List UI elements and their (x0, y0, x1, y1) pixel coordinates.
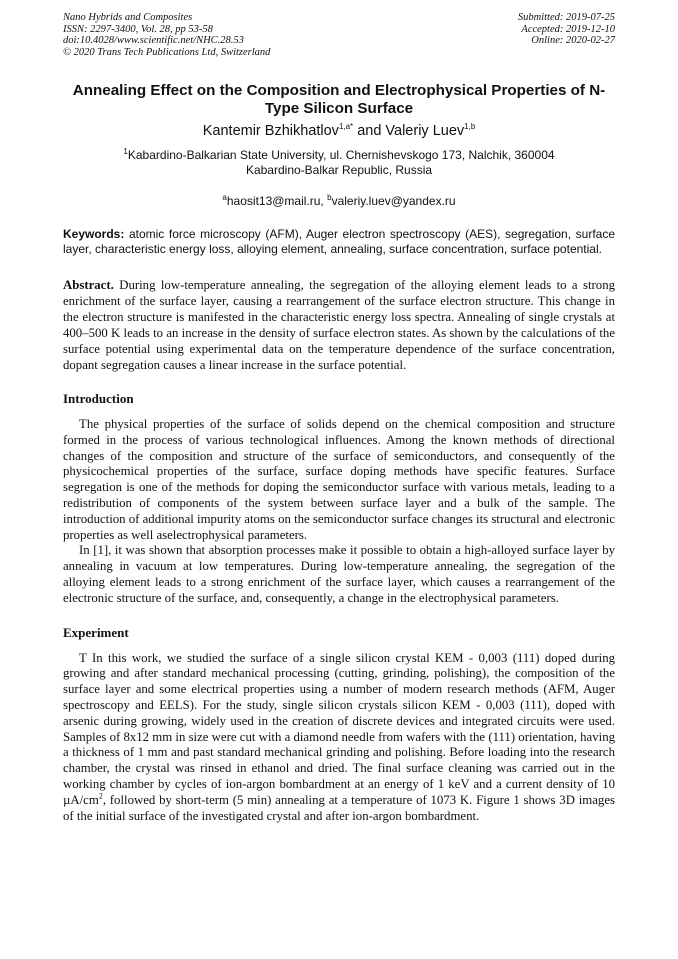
journal-name: Nano Hybrids and Composites (63, 12, 193, 23)
authors-line (63, 122, 615, 140)
copyright: © 2020 Trans Tech Publications Ltd, Switzerland (63, 46, 271, 58)
accepted-date: Accepted: 2019-12-10 (521, 23, 615, 35)
email-a-sup: a (222, 193, 227, 202)
experiment-sup: 2 (98, 791, 103, 801)
dates-info (518, 12, 615, 47)
introduction-heading: Introduction (63, 391, 134, 406)
email-b-sup: b (327, 193, 332, 202)
experiment-text-b: , followed by short-term (5 min) annealing at a temperature of 1073 K. Figure 1 shows 3D images of the initial surface of the investigated crystal and after ion-argon bombardment. (63, 792, 615, 823)
author-2-affil: 1,b (464, 122, 476, 132)
abstract-label: Abstract. (63, 278, 114, 292)
online-date: Online: 2020-02-27 (531, 35, 615, 46)
abstract-text: During low-temperature annealing, the segregation of the alloying element leads to a strong enrichment of the surface layer, causing a rearrangement of the surface electron structure. This change in the electron structure is manifested in the characteristic energy loss spectra. Annealing of single crystals at 400–500 K leads to an increase in the density of surface electron states. As shown by the calculations of the surface potential using experimental data on the temperature dependence of the surface concentration, dopant segregation causes a linear increase in the surface potential. (63, 278, 615, 372)
experiment-heading: Experiment (63, 624, 129, 640)
paper-title: Annealing Effect on the Composition and Electrophysical Properties of N-Type Silicon Surface (72, 82, 606, 117)
publication-info (63, 12, 270, 58)
journal-header (63, 12, 615, 64)
emails (63, 194, 615, 209)
experiment-text-a: T In this work, we studied the surface of a single silicon crystal KEM - 0,003 (111) doped during growing and after standard mechanical processing (cutting, grinding, polishing), the composition of the surface layer and some electrical properties using a number of modern research methods (AFM, Auger spectroscopy and EELS). For the study, single silicon crystals silicon KEM - 0,003 (111), doped with arsenic during growing, widely used in the creation of discrete devices and integrated circuits were used. Samples of 8x12 mm in size were cut with a diamond needle from wafers with the (111) orientation, having a thickness of 1 mm and past standard mechanical grinding and polishing. Before loading into the research chamber, the crystal was rinsed in ethanol and dried. The final surface cleaning was carried out in the working chamber by cycles of ion-argon bombardment at an energy of 1 keV and a current density of 10 µA/cm (63, 650, 615, 807)
submitted-date: Submitted: 2019-07-25 (517, 12, 615, 23)
email-a: haosit13@mail.ru, (226, 194, 328, 208)
paper-page (63, 12, 615, 824)
experiment-paragraph-1 (63, 651, 615, 825)
affiliation-line-2: Kabardino-Balkar Republic, Russia (245, 163, 433, 177)
affiliation (63, 148, 615, 178)
keywords-label: Keywords: (63, 227, 125, 241)
doi: doi:10.4028/www.scientific.net/NHC.28.53 (63, 35, 244, 46)
keywords (63, 227, 615, 257)
author-1-affil: 1,a* (338, 122, 354, 132)
abstract (63, 277, 615, 373)
author-1: Kantemir Bzhikhatlov (202, 123, 339, 139)
introduction-paragraph-1: The physical properties of the surface of solids depend on the chemical composition and structure formed in the process of various technological influences. Among the known methods of directional changes of the composition and structure of the surface of semiconductors, and consequently of the physicochemical properties of the surface, surface doping methods have specific features. Surface segregation is one of the methods for doping the semiconductor surface with various metals, leading to a redistribution of components of the system between surface layer and a bulk of the sample. The introduction of additional impurity atoms on the semiconductor surface changes its structural and electronic properties as well aselectrophysical parameters. (63, 417, 615, 542)
keywords-text: atomic force microscopy (AFM), Auger electron spectroscopy (AES), segregation, surface layer, characteristic energy loss, alloying element, annealing, surface concentration, surface potential. (63, 227, 615, 256)
affiliation-line-1: Kabardino-Balkarian State University, ul. Chernishevskogo 173, Nalchik, 360004 (127, 148, 555, 162)
affiliation-sup: 1 (123, 147, 128, 156)
author-2: Valeriy Luev (385, 123, 465, 139)
introduction-paragraph-2: In [1], it was shown that absorption processes make it possible to obtain a high-alloyed surface layer by annealing in vacuum at low temperatures. During low-temperature annealing, the segregation of the alloying element leads to a strong enrichment of the surface layer, which causes a rearrangement of the electronic structure of the surface, and, consequently, a change in the electrophysical parameters. (63, 543, 615, 605)
authors-and: and (353, 123, 386, 139)
email-b: valeriy.luev@yandex.ru (331, 194, 456, 208)
issn: ISSN: 2297-3400, Vol. 28, pp 53-58 (63, 23, 213, 35)
